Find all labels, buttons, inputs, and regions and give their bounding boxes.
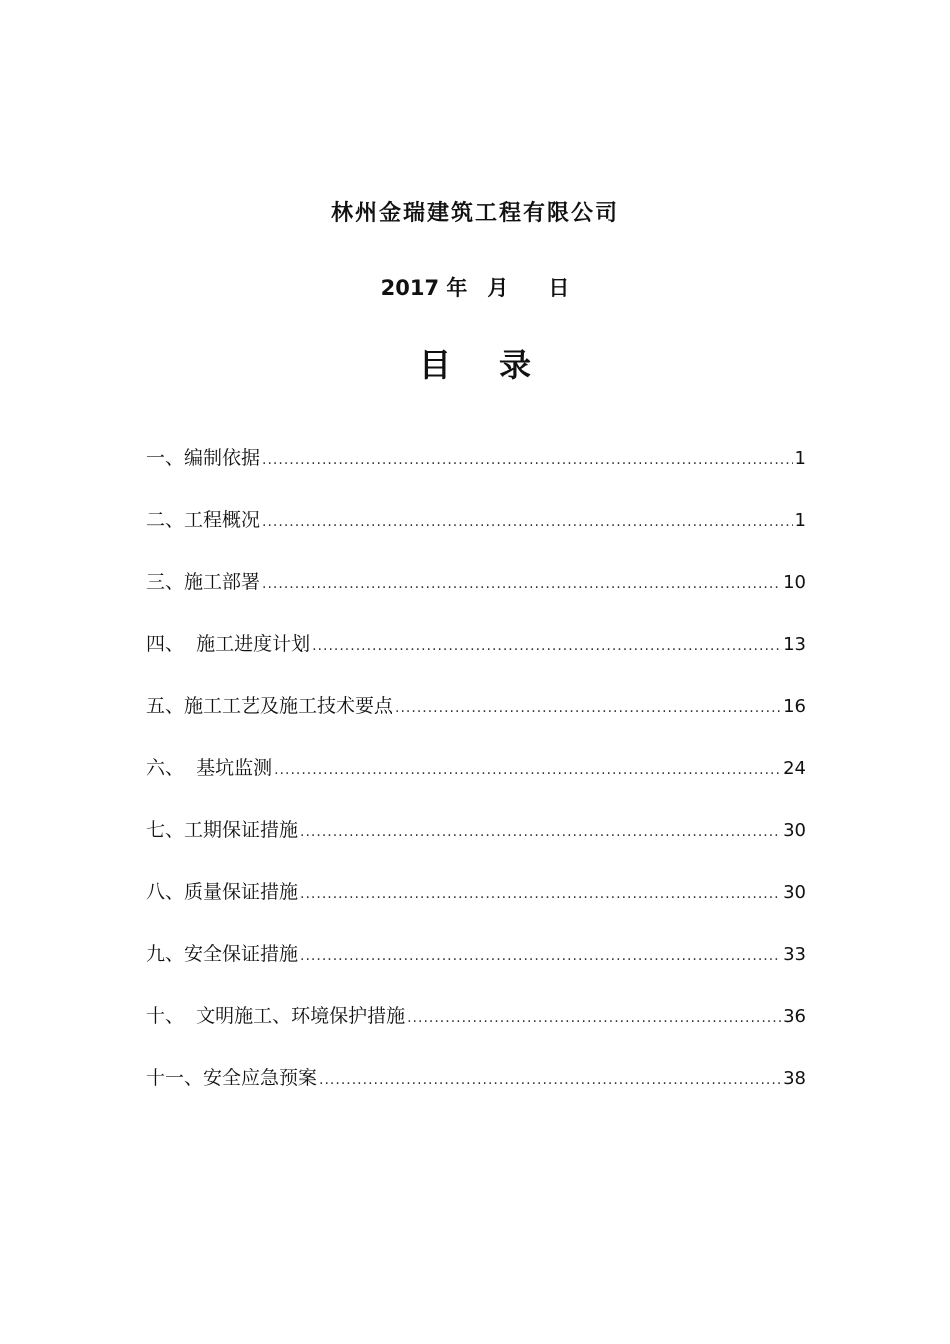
toc-entry[interactable] [146,936,806,998]
toc-entry-page: 24 [783,758,806,779]
toc-entry[interactable] [146,1060,806,1122]
toc-entry[interactable] [146,874,806,936]
toc-entry-page: 10 [783,572,806,593]
toc-entry-page: 30 [783,820,806,841]
date-month: 月 [487,276,509,300]
toc-entry[interactable] [146,626,806,688]
date-day: 日 [548,276,570,300]
toc-entry[interactable] [146,502,806,564]
toc-entry[interactable] [146,750,806,812]
document-date [0,272,950,302]
toc-leader-dots [274,752,781,788]
toc-entry-label: 七、工期保证措施 [146,819,299,841]
toc-entry[interactable] [146,998,806,1060]
toc-entry-page: 33 [783,944,806,965]
toc-leader-dots [300,876,781,912]
toc-leader-dots [262,504,793,540]
toc-entry-label: 五、施工工艺及施工技术要点 [146,695,394,717]
toc-entry-label: 八、质量保证措施 [146,881,299,903]
toc-leader-dots [407,1000,781,1036]
toc-entry-page: 13 [783,634,806,655]
toc-leader-dots [300,814,781,850]
toc-entry-page: 30 [783,882,806,903]
toc-entry-page: 16 [783,696,806,717]
toc-entry[interactable] [146,440,806,502]
toc-entry[interactable] [146,812,806,874]
toc-entry-page: 36 [783,1006,806,1027]
toc-entry-label: 一、编制依据 [146,447,261,469]
toc-entry-page: 1 [794,510,806,531]
toc-entry[interactable] [146,688,806,750]
toc-entry[interactable] [146,564,806,626]
toc-title-second: 录 [499,346,532,384]
toc-entry-page: 38 [783,1068,806,1089]
toc-entry-label: 十、 文明施工、环境保护措施 [146,1005,406,1027]
company-name: 林州金瑞建筑工程有限公司 [330,200,619,226]
toc-entry-label: 三、施工部署 [146,571,261,593]
toc-entry-page: 1 [794,448,806,469]
table-of-contents [146,440,806,1122]
toc-leader-dots [300,938,781,974]
toc-leader-dots [319,1062,781,1098]
toc-leader-dots [262,566,781,602]
toc-leader-dots [312,628,781,664]
toc-leader-dots [395,690,781,726]
toc-leader-dots [262,442,793,478]
toc-title [0,340,950,386]
toc-entry-label: 九、安全保证措施 [146,943,299,965]
date-year: 2017 年 [380,276,468,300]
toc-entry-label: 六、 基坑监测 [146,757,273,779]
toc-entry-label: 四、 施工进度计划 [146,633,311,655]
toc-title-first: 目 [418,346,451,384]
toc-entry-label: 二、工程概况 [146,509,261,531]
toc-entry-label: 十一、安全应急预案 [146,1067,318,1089]
